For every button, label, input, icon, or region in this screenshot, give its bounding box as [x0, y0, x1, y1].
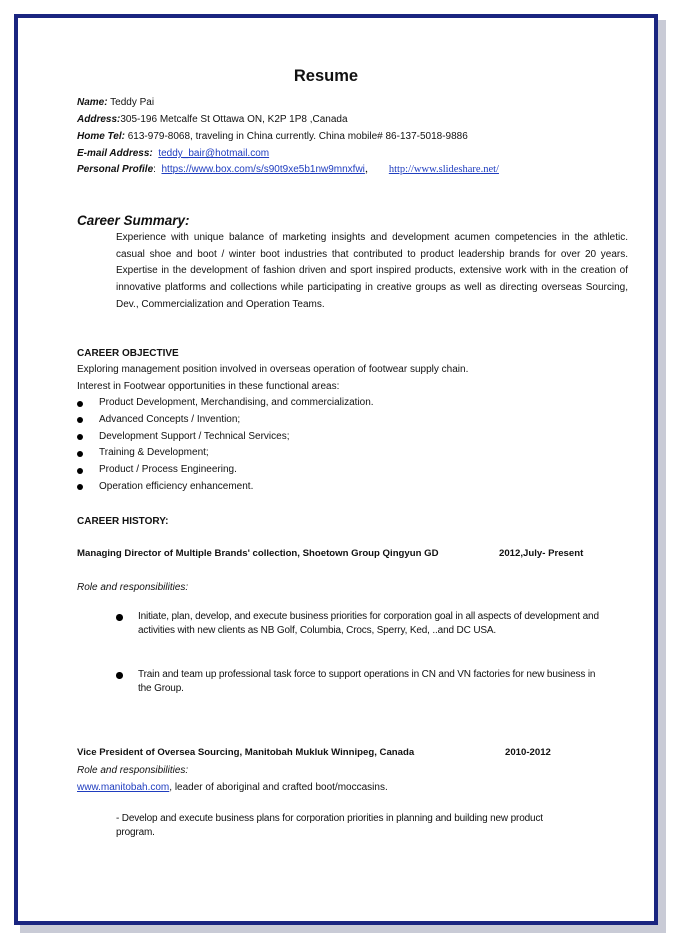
- list-item: [77, 445, 374, 462]
- job1-bullet-1: [116, 610, 608, 638]
- name-label: Name:: [77, 97, 108, 108]
- list-item-text: Product Development, Merchandising, and commercialization.: [99, 397, 374, 408]
- job2-detail: - Develop and execute business plans for corporation priorities in planning and building new product program.: [116, 813, 543, 838]
- home-tel-value: 613-979-8068, traveling in China currently. China mobile# 86-137-5018-9886: [124, 131, 468, 142]
- bullet-icon: [116, 614, 123, 621]
- career-summary-paragraph: Experience with unique balance of marketing insights and development acumen competencies in the athletic. casual shoe and boot / winter boot industries that contributed to product leadership brands for over 20 years. Expertise in the development of fashion driven and sport inspired products, extensive work with in the creation of innovative platforms and collections while participating in creative groups as well as directing overseas Sourcing, Dev., Commercialization and Operation Teams.: [116, 232, 628, 310]
- job1-role-label: Role and responsibilities:: [77, 582, 189, 593]
- address-value: 305-196 Metcalfe St Ottawa ON, K2P 1P8 ,Canada: [120, 114, 348, 125]
- career-objective-heading: CAREER OBJECTIVE: [77, 348, 179, 359]
- job1-bullet-2: [116, 668, 608, 696]
- job2-company-desc: , leader of aboriginal and crafted boot/moccasins.: [169, 782, 388, 793]
- job2-role-label: Role and responsibilities:: [77, 765, 189, 776]
- list-item-text: Development Support / Technical Services;: [99, 430, 290, 442]
- name-value: Teddy Pai: [107, 97, 155, 108]
- objective-line-1: Exploring management position involved in overseas operation of footwear supply chain.: [77, 364, 469, 375]
- job2-title: Vice President of Oversea Sourcing, Manitobah Mukluk Winnipeg, Canada: [77, 747, 415, 758]
- bullet-icon: [77, 451, 83, 457]
- email-link[interactable]: teddy_bair@hotmail.com: [158, 148, 270, 159]
- contact-email-row: [77, 148, 269, 160]
- list-item: [77, 462, 374, 479]
- bullet-icon: [77, 434, 83, 440]
- objective-line-2: Interest in Footwear opportunities in these functional areas:: [77, 381, 340, 392]
- bullet-icon: [116, 672, 123, 679]
- contact-phone-row: [77, 131, 468, 143]
- contact-address-row: [77, 114, 348, 126]
- list-item: [77, 412, 374, 429]
- contact-name-row: [77, 97, 154, 109]
- bullet-icon: [77, 468, 83, 474]
- contact-profile-row: [77, 164, 499, 176]
- profile-colon: :: [153, 164, 156, 175]
- bullet-icon: [77, 401, 83, 407]
- list-item-text: Operation efficiency enhancement.: [99, 480, 254, 492]
- bullet-icon: [77, 484, 83, 490]
- page-title: Resume: [293, 67, 359, 85]
- manitobah-link[interactable]: www.manitobah.com: [77, 782, 170, 793]
- profile-separator: ，: [364, 164, 375, 175]
- list-item-text: Product / Process Engineering.: [99, 464, 237, 476]
- job2-company-line: [77, 782, 388, 793]
- list-item-text: Training & Development;: [99, 447, 209, 459]
- bullet-icon: [77, 417, 83, 423]
- profile-link-slideshare[interactable]: http://www.slideshare.net/: [388, 164, 499, 175]
- objective-list: [77, 395, 374, 496]
- career-summary-heading: Career Summary:: [77, 213, 190, 228]
- job1-dates: 2012,July- Present: [499, 548, 584, 559]
- list-item: [77, 479, 374, 496]
- list-item: [77, 429, 374, 446]
- email-label: E-mail Address:: [77, 148, 153, 159]
- profile-label: Personal Profile: [77, 164, 154, 175]
- address-label: Address:: [77, 114, 121, 125]
- list-item-text: Advanced Concepts / Invention;: [99, 413, 241, 425]
- job1-bullet-2-text: Train and team up professional task force to support operations in CN and VN factories for new business in the Group.: [138, 669, 596, 694]
- job1-bullet-1-text: Initiate, plan, develop, and execute business priorities for corporation goal in all aspects of development and activities with new clients as NB Golf, Columbia, Crocs, Sperry, Ked, ..and DC USA.: [138, 611, 599, 636]
- home-tel-label: Home Tel:: [77, 131, 125, 142]
- job2-dates: 2010-2012: [505, 747, 551, 758]
- job1-title: Managing Director of Multiple Brands' collection, Shoetown Group Qingyun GD: [77, 548, 439, 559]
- career-history-heading: CAREER HISTORY:: [77, 516, 169, 527]
- list-item: [77, 395, 374, 412]
- profile-link-box[interactable]: https://www.box.com/s/s90t9xe5b1nw9mnxfwi: [161, 164, 365, 175]
